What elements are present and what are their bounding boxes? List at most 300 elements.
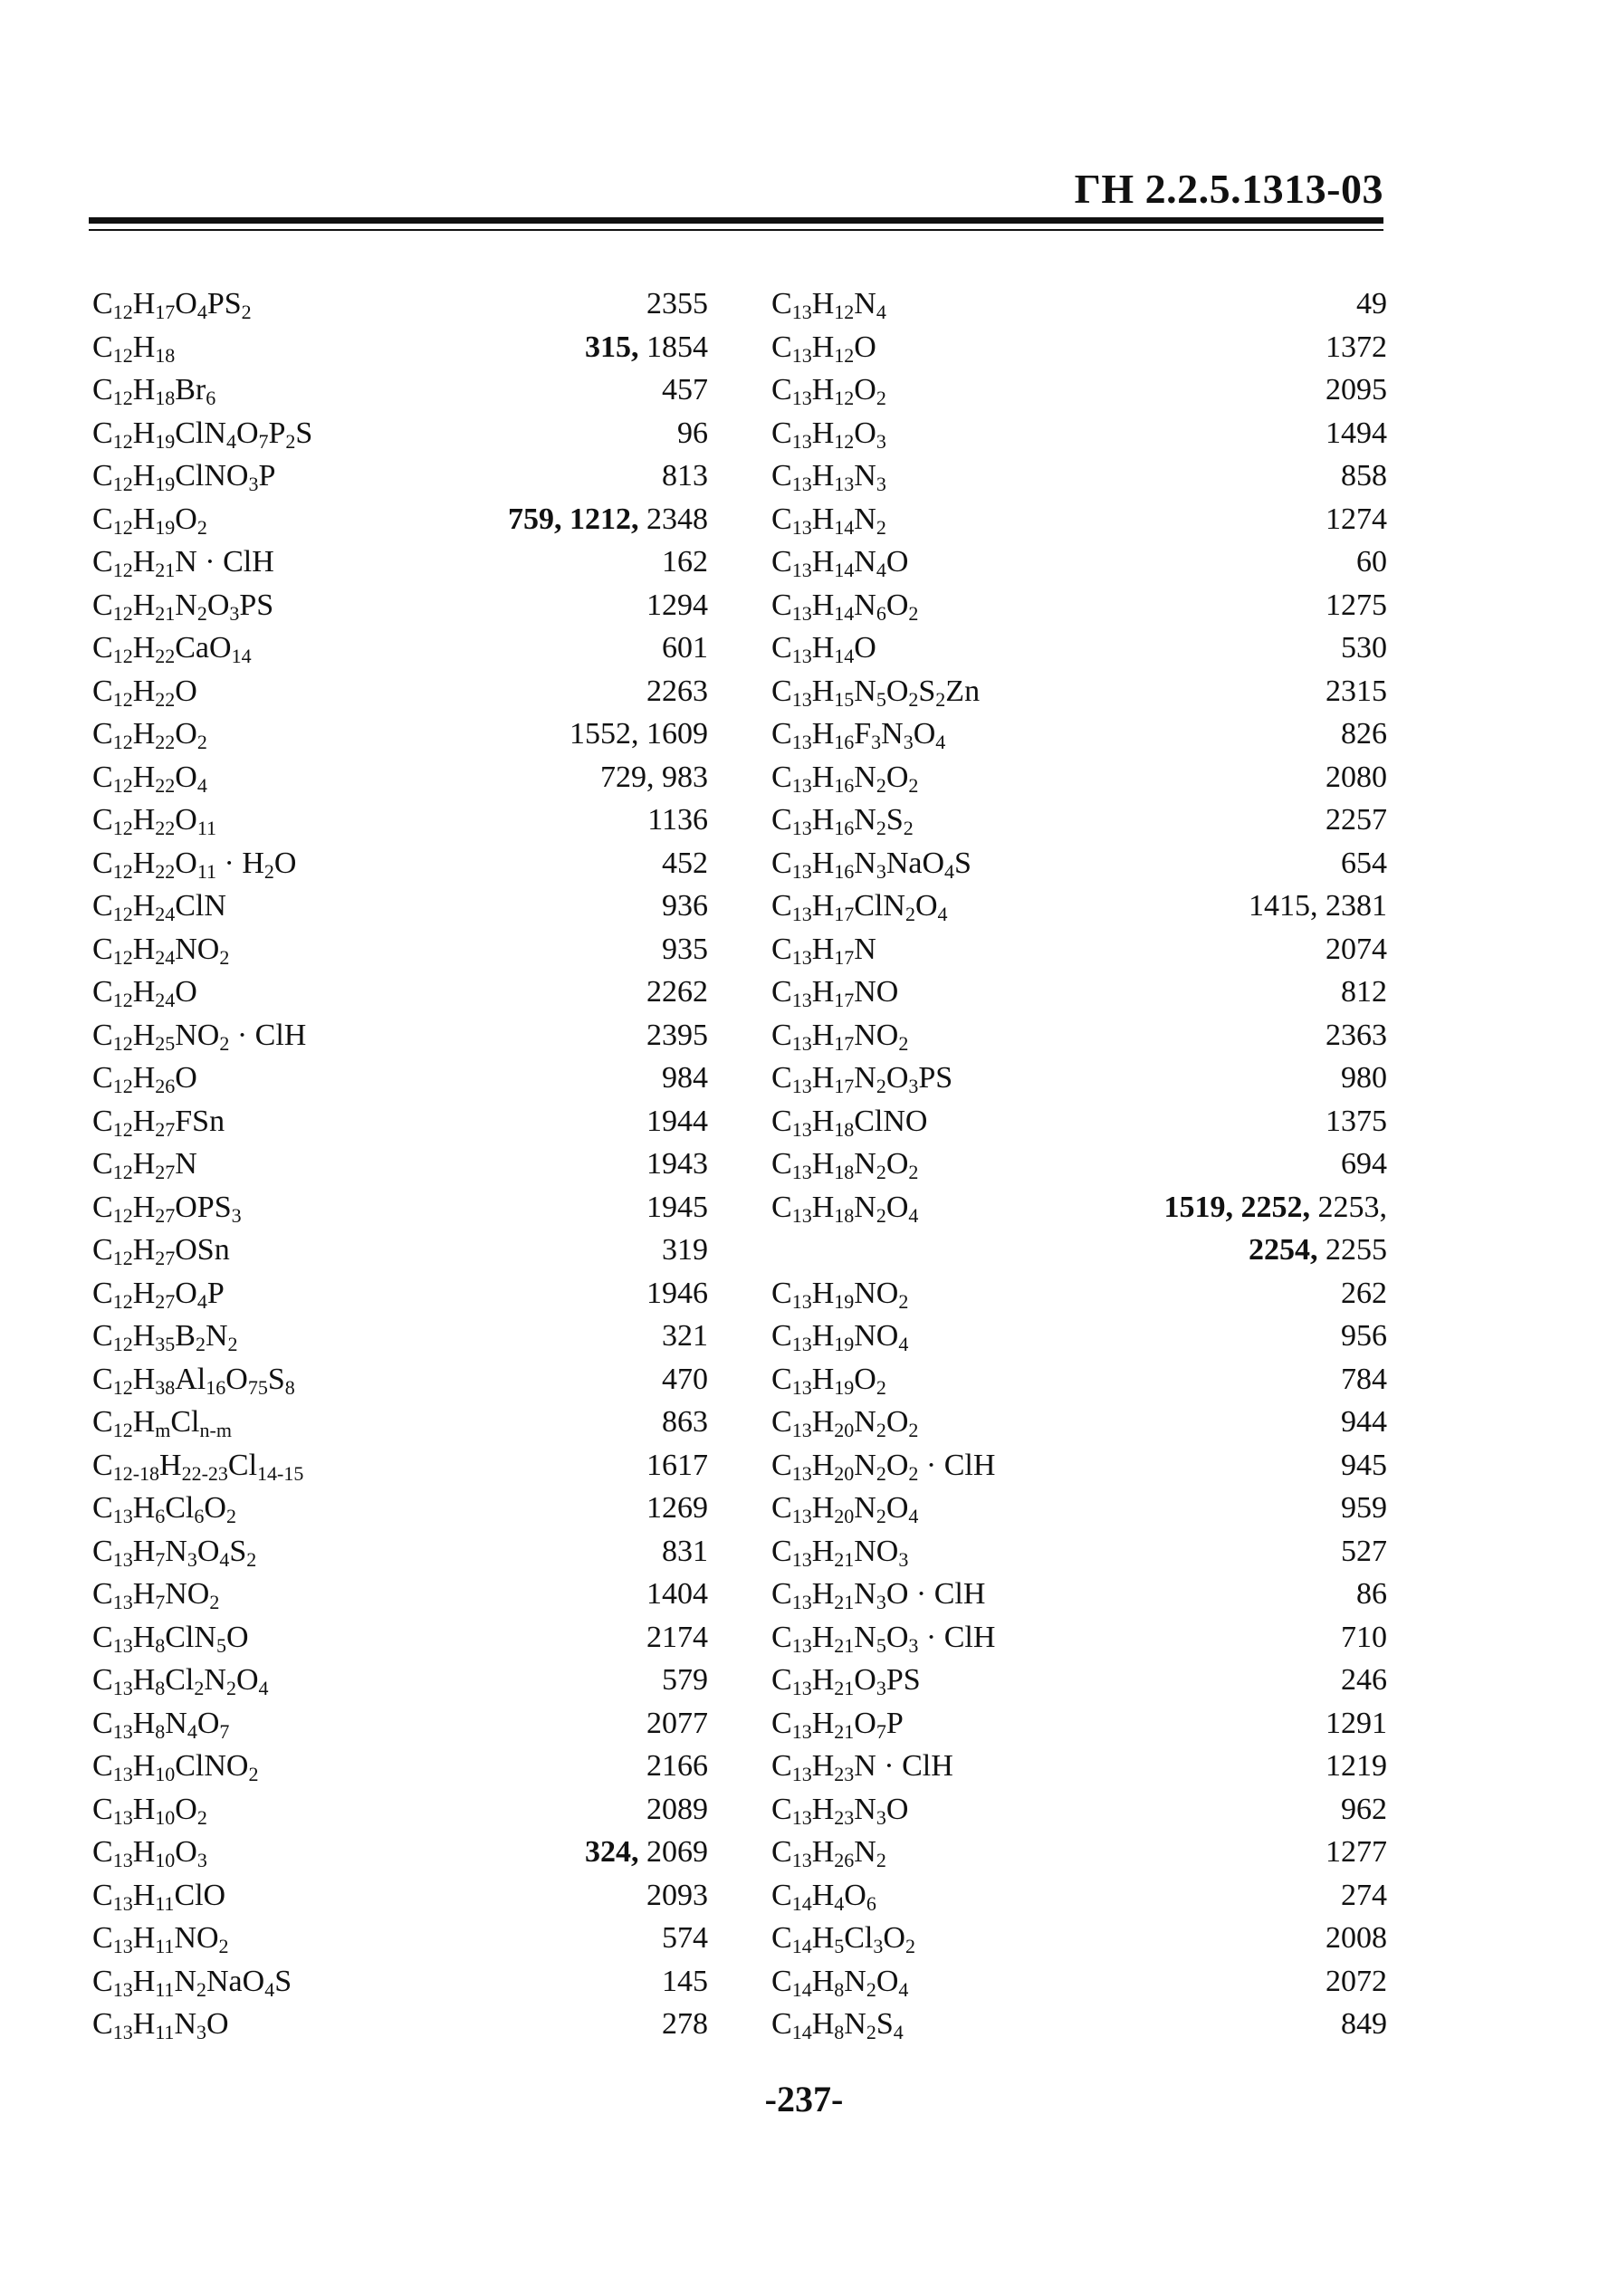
entry-numbers: [1356, 541, 1387, 584]
formula-index-row: [771, 1745, 1387, 1788]
entry-number: 579: [662, 1663, 708, 1697]
chemical-formula: $C_{13}H_{20}N_2O_2$: [771, 1405, 919, 1441]
entry-number: 1944: [646, 1104, 708, 1138]
right-column: [771, 282, 1387, 2046]
formula-index-row: [771, 756, 1387, 799]
formula-index-row: [771, 627, 1387, 670]
entry-number: 1294: [646, 588, 708, 622]
formula-index-row: [92, 713, 708, 756]
chemical-formula: $C_{13}H_{11}ClO$: [92, 1878, 226, 1915]
entry-number: 694: [1341, 1147, 1387, 1181]
entry-numbers: [647, 799, 708, 842]
entry-numbers: [1326, 368, 1387, 412]
chemical-formula: $C_{14}H_8N_2O_4$: [771, 1964, 909, 2001]
chemical-formula: $C_{13}H_{18}ClNO$: [771, 1104, 928, 1141]
entry-numbers: [1326, 584, 1387, 627]
chemical-formula: $C_{13}H_{20}N_2O_4$: [771, 1491, 919, 1527]
entry-numbers: [1249, 885, 1387, 928]
formula-index-row: [92, 1960, 708, 2004]
entry-number: 278: [662, 2007, 708, 2041]
entry-number: 315,: [585, 330, 646, 364]
entry-number: 2253,: [1317, 1190, 1387, 1224]
entry-number: 2080: [1326, 760, 1387, 794]
chemical-formula: $C_{12}H_{24}O$: [92, 975, 197, 1011]
entry-number: 262: [1341, 1276, 1387, 1310]
entry-number: 831: [662, 1534, 708, 1568]
formula-index-row: [92, 412, 708, 455]
entry-number: 812: [1341, 975, 1387, 1009]
entry-number: 826: [1341, 717, 1387, 751]
formula-index-row: [771, 713, 1387, 756]
chemical-formula: $C_{13}H_7N_3O_4S_2$: [92, 1534, 257, 1571]
formula-index-row: [771, 1057, 1387, 1100]
entry-numbers: [1341, 1057, 1387, 1100]
entry-number: 457: [662, 373, 708, 407]
page-number: -237-: [764, 2079, 844, 2119]
formula-index-row: [92, 670, 708, 713]
entry-numbers: [646, 1100, 708, 1143]
formula-index-row: [771, 928, 1387, 971]
formula-index-row: [771, 1272, 1387, 1315]
entry-numbers: [646, 1788, 708, 1832]
entry-number: 2315: [1326, 674, 1387, 708]
entry-numbers: [646, 1272, 708, 1315]
entry-numbers: [646, 1143, 708, 1186]
chemical-formula: $C_{12}H_{27}FSn$: [92, 1104, 225, 1141]
entry-number: 162: [662, 545, 708, 579]
entry-numbers: [1356, 282, 1387, 326]
chemical-formula: $C_{12}H_{19}ClNO_3P$: [92, 459, 276, 495]
chemical-formula: $C_{12}H_mCl_{n-m}$: [92, 1405, 232, 1441]
chemical-formula: $C_{12}H_{27}OSn$: [92, 1233, 230, 1269]
entry-numbers: [1341, 1444, 1387, 1488]
entry-numbers: [662, 1315, 708, 1358]
formula-index-row: [771, 2003, 1387, 2046]
entry-number: 956: [1341, 1319, 1387, 1353]
entry-numbers: [646, 1573, 708, 1616]
entry-numbers: [1164, 1186, 1388, 1229]
entry-number: 1415, 2381: [1249, 889, 1387, 923]
entry-numbers: [646, 1487, 708, 1530]
entry-number: 1277: [1326, 1835, 1387, 1869]
formula-index-row: [771, 1444, 1387, 1488]
entry-numbers: [662, 1659, 708, 1702]
formula-index-row: [771, 670, 1387, 713]
entry-numbers: [662, 2003, 708, 2046]
entry-number: 2254,: [1249, 1233, 1326, 1267]
entry-numbers: [1249, 1229, 1387, 1272]
formula-index-row: [771, 1100, 1387, 1143]
chemical-formula: $C_{12}H_{22}O_2$: [92, 717, 207, 753]
entry-numbers: [1341, 1487, 1387, 1530]
entry-numbers: [662, 541, 708, 584]
formula-index-row: [92, 1100, 708, 1143]
entry-numbers: [1341, 713, 1387, 756]
entry-numbers: [1326, 756, 1387, 799]
chemical-formula: $C_{12}H_{24}ClN$: [92, 889, 226, 925]
entry-number: 2363: [1326, 1018, 1387, 1052]
entry-number: 1943: [646, 1147, 708, 1181]
entry-number: 813: [662, 459, 708, 493]
entry-number: 470: [662, 1362, 708, 1396]
formula-index-row: [771, 412, 1387, 455]
formula-index-row: [92, 1573, 708, 1616]
chemical-formula: $C_{13}H_{17}ClN_2O_4$: [771, 889, 948, 925]
entry-number: 759, 1212,: [508, 502, 646, 536]
entry-numbers: [508, 498, 708, 541]
chemical-formula: $C_{12}H_{35}B_2N_2$: [92, 1319, 238, 1355]
entry-number: 962: [1341, 1792, 1387, 1826]
chemical-formula: $C_{12}H_{18}Br_6$: [92, 373, 216, 409]
entry-number: 784: [1341, 1362, 1387, 1396]
formula-index-row: [92, 1530, 708, 1574]
entry-number: 1519, 2252,: [1163, 1190, 1318, 1224]
formula-index-row: [771, 1186, 1387, 1229]
entry-numbers: [646, 1444, 708, 1488]
formula-index-row: [92, 1014, 708, 1057]
formula-index-row: [92, 541, 708, 584]
chemical-formula: $C_{12}H_{27}N$: [92, 1147, 197, 1183]
entry-number: 452: [662, 846, 708, 880]
entry-number: 145: [662, 1964, 708, 1998]
entry-number: 863: [662, 1405, 708, 1439]
chemical-formula: $C_{12}H_{17}O_4PS_2$: [92, 287, 252, 323]
chemical-formula: $C_{13}H_{12}O_2$: [771, 373, 886, 409]
entry-number: 936: [662, 889, 708, 923]
formula-index-row: [92, 584, 708, 627]
entry-numbers: [1341, 1530, 1387, 1574]
chemical-formula: $C_{13}H_{19}NO_4$: [771, 1319, 909, 1355]
entry-numbers: [1326, 1917, 1387, 1960]
entry-number: 2348: [646, 502, 708, 536]
entry-number: 86: [1356, 1577, 1387, 1611]
entry-numbers: [1326, 799, 1387, 842]
entry-number: 710: [1341, 1620, 1387, 1654]
chemical-formula: $C_{13}H_8ClN_5O$: [92, 1620, 249, 1657]
entry-number: 1946: [646, 1276, 708, 1310]
entry-numbers: [646, 1014, 708, 1057]
formula-index-row: [92, 1143, 708, 1186]
entry-number: 1375: [1326, 1104, 1387, 1138]
formula-index-row: [92, 1616, 708, 1660]
entry-number: 1494: [1326, 416, 1387, 450]
chemical-formula: $C_{13}H_{21}NO_3$: [771, 1534, 909, 1571]
entry-numbers: [1326, 1100, 1387, 1143]
formula-index-row: [771, 326, 1387, 369]
formula-index-row: [771, 1960, 1387, 2004]
entry-number: 1404: [646, 1577, 708, 1611]
entry-numbers: [570, 713, 708, 756]
header-rule-thick: [89, 217, 1383, 224]
chemical-formula: $C_{13}H_{16}F_3N_3O_4$: [771, 717, 946, 753]
entry-number: 849: [1341, 2007, 1387, 2041]
entry-numbers: [1341, 1616, 1387, 1660]
entry-number: 1136: [647, 803, 708, 837]
entry-numbers: [1341, 1874, 1387, 1918]
formula-index-row: [92, 1831, 708, 1874]
chemical-formula: $C_{12}H_{38}Al_{16}O_{75}S_8$: [92, 1362, 295, 1399]
entry-number: 2263: [646, 674, 708, 708]
chemical-formula: $C_{13}H_{12}N_4$: [771, 287, 886, 323]
entry-numbers: [1326, 1831, 1387, 1874]
entry-number: 1372: [1326, 330, 1387, 364]
chemical-formula: $C_{13}H_{18}N_2O_4$: [771, 1190, 919, 1227]
formula-index-row: [92, 2003, 708, 2046]
entry-numbers: [662, 885, 708, 928]
formula-index-row: [92, 326, 708, 369]
formula-index-row: [771, 1831, 1387, 1874]
chemical-formula: $C_{12}H_{25}NO_2$ · ClH: [92, 1018, 307, 1055]
entry-number: 2069: [646, 1835, 708, 1869]
formula-index-row: [92, 498, 708, 541]
formula-index-row: [92, 1745, 708, 1788]
chemical-formula: $C_{13}H_{21}O_7P$: [771, 1706, 904, 1743]
chemical-formula: $C_{14}H_5Cl_3O_2$: [771, 1921, 915, 1957]
chemical-formula: $C_{13}H_{17}NO_2$: [771, 1018, 909, 1055]
entry-numbers: [1326, 1745, 1387, 1788]
document-code: ГН 2.2.5.1313-03: [1074, 166, 1383, 212]
formula-index-row: [771, 1874, 1387, 1918]
entry-numbers: [1326, 928, 1387, 971]
chemical-formula: $C_{12-18}H_{22-23}Cl_{14-15}$: [92, 1448, 304, 1485]
formula-index-row: [92, 842, 708, 885]
formula-index-row: [771, 842, 1387, 885]
entry-number: 1552, 1609: [570, 717, 708, 751]
formula-index-row: [92, 885, 708, 928]
chemical-formula: $C_{13}H_6Cl_6O_2$: [92, 1491, 236, 1527]
chemical-formula: $C_{13}H_{12}O_3$: [771, 416, 886, 453]
formula-index-row: [771, 1143, 1387, 1186]
entry-number: 60: [1356, 545, 1387, 579]
entry-number: 321: [662, 1319, 708, 1353]
entry-numbers: [1341, 1143, 1387, 1186]
entry-number: 574: [662, 1921, 708, 1955]
entry-numbers: [646, 1745, 708, 1788]
formula-index-row: [771, 282, 1387, 326]
entry-number: 324,: [585, 1835, 646, 1869]
entry-numbers: [646, 1616, 708, 1660]
formula-index-row: [92, 1917, 708, 1960]
formula-index-row: [771, 1229, 1387, 1272]
entry-number: 959: [1341, 1491, 1387, 1525]
formula-index-row: [92, 282, 708, 326]
entry-numbers: [662, 368, 708, 412]
entry-number: 2072: [1326, 1964, 1387, 1998]
entry-number: 1854: [646, 330, 708, 364]
chemical-formula: $C_{13}H_{14}O$: [771, 631, 876, 667]
entry-numbers: [662, 627, 708, 670]
chemical-formula: $C_{13}H_{15}N_5O_2S_2Zn$: [771, 674, 981, 711]
formula-index-row: [771, 584, 1387, 627]
entry-number: 2095: [1326, 373, 1387, 407]
formula-index-row: [92, 627, 708, 670]
entry-number: 319: [662, 1233, 708, 1267]
entry-number: 1274: [1326, 502, 1387, 536]
entry-numbers: [662, 842, 708, 885]
formula-index-row: [92, 1444, 708, 1488]
entry-number: 246: [1341, 1663, 1387, 1697]
formula-index-row: [771, 368, 1387, 412]
entry-numbers: [1341, 971, 1387, 1014]
formula-index-row: [92, 971, 708, 1014]
chemical-formula: $C_{13}H_{23}N_3O$: [771, 1792, 909, 1829]
chemical-formula: $C_{12}H_{21}N$ · ClH: [92, 545, 274, 581]
chemical-formula: $C_{13}H_{10}ClNO_2$: [92, 1749, 259, 1785]
formula-index-row: [771, 498, 1387, 541]
formula-index-row: [92, 756, 708, 799]
entry-number: 1291: [1326, 1706, 1387, 1740]
chemical-formula: $C_{12}H_{24}NO_2$: [92, 932, 230, 969]
entry-numbers: [646, 1186, 708, 1229]
entry-numbers: [600, 756, 708, 799]
entry-number: 1945: [646, 1190, 708, 1224]
entry-number: 274: [1341, 1878, 1387, 1912]
chemical-formula: $C_{12}H_{18}$: [92, 330, 176, 367]
entry-number: 2008: [1326, 1921, 1387, 1955]
chemical-formula: $C_{13}H_{21}O_3PS$: [771, 1663, 921, 1699]
entry-number: 530: [1341, 631, 1387, 665]
entry-number: 2093: [646, 1878, 708, 1912]
chemical-formula: $C_{13}H_{20}N_2O_2$ · ClH: [771, 1448, 996, 1485]
header-rule-thin: [89, 229, 1383, 231]
entry-numbers: [662, 1358, 708, 1402]
chemical-formula: $C_{13}H_{14}N_2$: [771, 502, 886, 539]
formula-index-row: [771, 1401, 1387, 1444]
entry-number: 654: [1341, 846, 1387, 880]
entry-number: 2257: [1326, 803, 1387, 837]
entry-number: 2089: [646, 1792, 708, 1826]
chemical-formula: $C_{12}H_{19}O_2$: [92, 502, 207, 539]
entry-number: 601: [662, 631, 708, 665]
entry-numbers: [1341, 627, 1387, 670]
chemical-formula: $C_{13}H_{14}N_4O$: [771, 545, 909, 581]
entry-number: 729, 983: [600, 760, 708, 794]
chemical-formula: $C_{13}H_{10}O_3$: [92, 1835, 207, 1871]
chemical-formula: $C_{12}H_{21}N_2O_3PS$: [92, 588, 274, 625]
entry-number: 945: [1341, 1448, 1387, 1482]
chemical-formula: $C_{12}H_{26}O$: [92, 1061, 197, 1097]
chemical-formula: $C_{13}H_{23}N$ · ClH: [771, 1749, 953, 1785]
entry-numbers: [1341, 454, 1387, 498]
entry-numbers: [1326, 670, 1387, 713]
entry-numbers: [662, 1530, 708, 1574]
formula-index-row: [771, 885, 1387, 928]
chemical-formula: $C_{13}H_{17}N_2O_3PS$: [771, 1061, 953, 1097]
formula-index-row: [771, 454, 1387, 498]
entry-numbers: [1356, 1573, 1387, 1616]
entry-numbers: [1341, 1788, 1387, 1832]
entry-numbers: [646, 584, 708, 627]
chemical-formula: $C_{13}H_{19}NO_2$: [771, 1276, 909, 1313]
formula-index-row: [771, 541, 1387, 584]
entry-numbers: [585, 1831, 708, 1874]
chemical-formula: $C_{14}H_8N_2S_4$: [771, 2007, 904, 2043]
entry-numbers: [1341, 1659, 1387, 1702]
entry-numbers: [646, 1702, 708, 1746]
chemical-formula: $C_{12}H_{22}O_{11}$: [92, 803, 216, 839]
entry-numbers: [1326, 326, 1387, 369]
entry-numbers: [662, 1401, 708, 1444]
entry-number: 935: [662, 932, 708, 966]
formula-index-row: [771, 1014, 1387, 1057]
chemical-formula: $C_{13}H_{16}N_2O_2$: [771, 760, 919, 797]
chemical-formula: $C_{12}H_{22}O_{11} \cdot H_2O$: [92, 846, 297, 883]
entry-number: 980: [1341, 1061, 1387, 1095]
formula-index-row: [771, 1788, 1387, 1832]
formula-index-row: [92, 1401, 708, 1444]
entry-numbers: [1326, 1702, 1387, 1746]
left-column: [92, 282, 708, 2046]
entry-number: 2166: [646, 1749, 708, 1783]
chemical-formula: $C_{13}H_{16}N_3NaO_4S$: [771, 846, 972, 883]
formula-index-row: [771, 799, 1387, 842]
formula-index-row: [92, 1186, 708, 1229]
entry-numbers: [662, 1960, 708, 2004]
entry-number: 944: [1341, 1405, 1387, 1439]
chemical-formula: $C_{13}H_{18}N_2O_2$: [771, 1147, 919, 1183]
formula-index-row: [92, 1057, 708, 1100]
entry-number: 2255: [1326, 1233, 1387, 1267]
chemical-formula: $C_{13}H_{10}O_2$: [92, 1792, 207, 1829]
entry-numbers: [1326, 412, 1387, 455]
entry-number: 1269: [646, 1491, 708, 1525]
chemical-formula: $C_{13}H_{14}N_6O_2$: [771, 588, 919, 625]
entry-numbers: [1326, 1960, 1387, 2004]
entry-number: 96: [677, 416, 708, 450]
chemical-formula: $C_{12}H_{22}CaO_{14}$: [92, 631, 252, 667]
formula-index-row: [92, 1315, 708, 1358]
entry-number: 2395: [646, 1018, 708, 1052]
entry-numbers: [1341, 1272, 1387, 1315]
chemical-formula: $C_{13}H_8N_4O_7$: [92, 1706, 230, 1743]
formula-index-row: [771, 1917, 1387, 1960]
entry-numbers: [585, 326, 708, 369]
entry-numbers: [646, 971, 708, 1014]
entry-number: 1617: [646, 1448, 708, 1482]
chemical-formula: $C_{13}H_{17}N$: [771, 932, 876, 969]
entry-numbers: [1326, 498, 1387, 541]
entry-numbers: [662, 454, 708, 498]
formula-index-row: [92, 1788, 708, 1832]
formula-index-row: [771, 1315, 1387, 1358]
entry-number: 527: [1341, 1534, 1387, 1568]
entry-numbers: [646, 282, 708, 326]
formula-index-row: [92, 368, 708, 412]
entry-numbers: [677, 412, 708, 455]
entry-numbers: [1341, 1358, 1387, 1402]
chemical-formula: $C_{12}H_{22}O$: [92, 674, 197, 711]
entry-numbers: [1341, 2003, 1387, 2046]
formula-index-row: [771, 1487, 1387, 1530]
entry-numbers: [1341, 1315, 1387, 1358]
entry-number: 2262: [646, 975, 708, 1009]
chemical-formula: $C_{13}H_7NO_2$: [92, 1577, 220, 1613]
chemical-formula: $C_{13}H_{11}N_3O$: [92, 2007, 229, 2043]
entry-number: 858: [1341, 459, 1387, 493]
formula-index-row: [92, 454, 708, 498]
formula-index-row: [771, 1702, 1387, 1746]
chemical-formula: $C_{13}H_{12}O$: [771, 330, 876, 367]
formula-index-row: [771, 1358, 1387, 1402]
entry-numbers: [1326, 1014, 1387, 1057]
formula-index-row: [771, 1616, 1387, 1660]
chemical-formula: $C_{13}H_{16}N_2S_2$: [771, 803, 914, 839]
entry-numbers: [662, 928, 708, 971]
entry-numbers: [646, 670, 708, 713]
formula-index-row: [771, 971, 1387, 1014]
entry-numbers: [1341, 842, 1387, 885]
entry-number: 2355: [646, 287, 708, 320]
